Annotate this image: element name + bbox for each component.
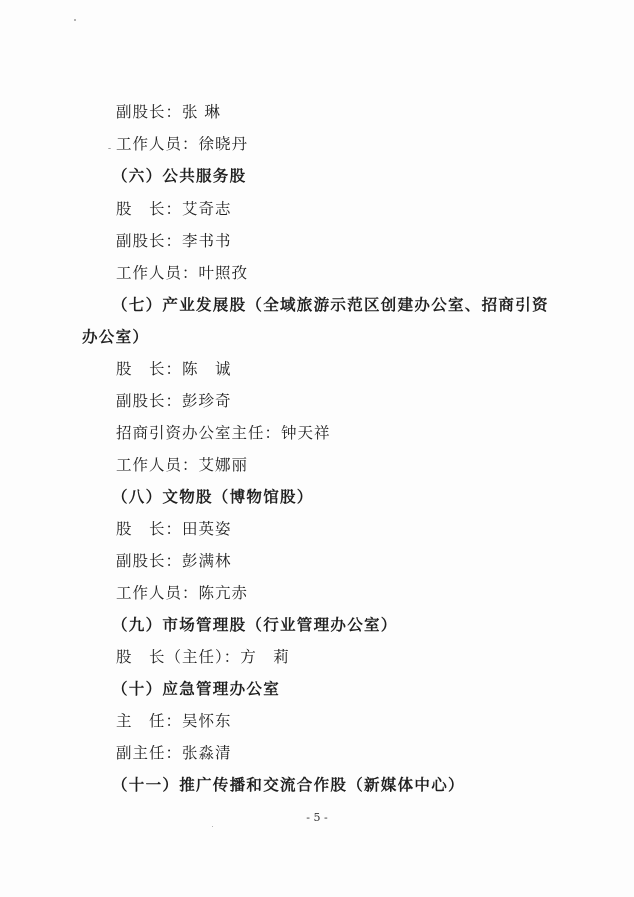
section-heading-7-continued: 办公室）	[82, 328, 150, 346]
staff-line: 工作人员：陈亢赤	[116, 584, 249, 602]
page-number: - 5 -	[306, 811, 328, 824]
chief-director-line: 股 长（主任）：方 莉	[116, 648, 290, 666]
section-heading-11: （十一）推广传播和交流合作股（新媒体中心）	[112, 776, 465, 794]
deputy-chief-line: 副股长：张 琳	[116, 103, 221, 121]
section-heading-10: （十）应急管理办公室	[112, 680, 281, 698]
deputy-chief-line: 副股长：李书书	[116, 232, 232, 250]
staff-line: 工作人员：徐晓丹	[116, 135, 249, 153]
staff-line: 工作人员：叶照孜	[116, 264, 249, 282]
deputy-chief-line: 副股长：彭满林	[116, 552, 232, 570]
chief-line: 股 长：艾奇志	[116, 200, 232, 218]
section-heading-6: （六）公共服务股	[112, 167, 247, 185]
investment-office-director-line: 招商引资办公室主任：钟天祥	[116, 424, 331, 442]
section-heading-8: （八）文物股（博物馆股）	[112, 488, 314, 506]
staff-line: 工作人员：艾娜丽	[116, 456, 249, 474]
section-heading-9: （九）市场管理股（行业管理办公室）	[112, 616, 398, 634]
chief-line: 股 长：陈 诚	[116, 360, 232, 378]
chief-line: 股 长：田英姿	[116, 520, 232, 538]
deputy-director-line: 副主任：张淼清	[116, 744, 232, 762]
scan-speck	[74, 19, 76, 21]
scan-speck	[108, 148, 111, 149]
scan-speck	[212, 826, 213, 827]
section-heading-7: （七）产业发展股（全域旅游示范区创建办公室、招商引资	[112, 296, 549, 314]
director-line: 主 任：吴怀东	[116, 712, 232, 730]
deputy-chief-line: 副股长：彭珍奇	[116, 392, 232, 410]
